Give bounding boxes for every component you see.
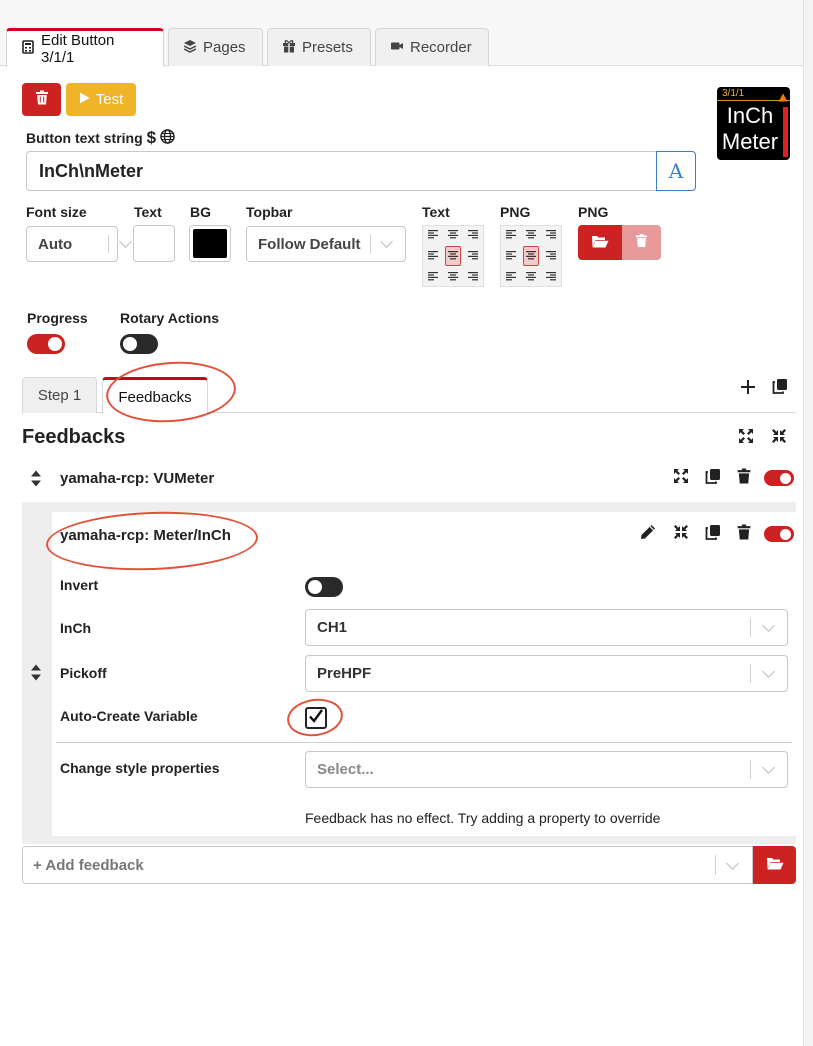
align-middle-right-icon <box>468 247 478 265</box>
feedback-list-footer <box>22 836 796 844</box>
text-color-label: Text <box>134 204 162 220</box>
select-separator <box>715 855 716 875</box>
edit-feedback-button[interactable] <box>638 524 658 544</box>
tab-pages-label: Pages <box>203 39 246 56</box>
compress-icon <box>771 428 787 449</box>
progress-toggle[interactable] <box>27 334 65 354</box>
text-string-label: Button text string <box>26 130 143 146</box>
select-separator <box>108 235 109 253</box>
dollar-icon[interactable]: $ <box>146 128 157 147</box>
delete-feedback-button[interactable] <box>734 468 754 488</box>
duplicate-step-button[interactable] <box>770 378 790 398</box>
plus-icon <box>740 379 756 400</box>
text-alignment-grid <box>422 225 484 287</box>
rotary-actions-toggle[interactable] <box>120 334 158 354</box>
align-top-right-button[interactable] <box>463 226 483 244</box>
calculator-icon <box>21 40 35 58</box>
add-step-button[interactable] <box>738 379 758 399</box>
layers-icon <box>183 39 197 57</box>
auto-create-variable-checkbox[interactable] <box>305 707 327 729</box>
png-clear-button[interactable] <box>622 225 661 260</box>
feedback-enable-toggle[interactable] <box>764 526 794 542</box>
progress-label: Progress <box>27 310 88 326</box>
toggle-knob <box>308 580 322 594</box>
checkmark-icon <box>308 708 324 729</box>
text-color-swatch[interactable] <box>133 225 175 262</box>
drag-handle-icon[interactable] <box>30 470 42 492</box>
preview-line-1: InCh <box>726 103 774 128</box>
font-size-label: Font size <box>26 204 87 220</box>
align-middle-left-icon <box>506 247 516 265</box>
text-string-label-row <box>26 129 175 147</box>
bg-color-fill <box>193 229 227 258</box>
align-bottom-left-button[interactable] <box>423 268 443 286</box>
no-effect-note: Feedback has no effect. Try adding a property to override <box>305 810 661 826</box>
toggle-knob <box>780 529 791 540</box>
play-icon <box>79 91 90 108</box>
topbar-value: Follow Default <box>258 235 361 253</box>
align-center-icon <box>526 247 536 265</box>
feedback-enable-toggle[interactable] <box>764 470 794 486</box>
add-feedback-select[interactable] <box>22 846 753 884</box>
globe-icon[interactable] <box>160 129 175 147</box>
font-size-value: Auto <box>38 235 73 253</box>
align-top-center-button[interactable] <box>443 226 463 244</box>
png-alignment-label: PNG <box>500 204 531 220</box>
align-top-left-icon <box>506 226 516 244</box>
expand-icon <box>738 428 754 449</box>
expand-feedback-button[interactable] <box>671 468 691 488</box>
tab-presets[interactable] <box>267 28 371 66</box>
trash-icon <box>635 233 648 252</box>
trash-icon <box>736 468 752 489</box>
select-separator <box>750 664 751 683</box>
select-separator <box>750 760 751 779</box>
align-top-right-icon <box>468 226 478 244</box>
align-bottom-right-icon <box>468 268 478 286</box>
drag-handle-icon[interactable] <box>30 664 42 686</box>
video-camera-icon <box>390 39 404 57</box>
invert-toggle[interactable] <box>305 577 343 597</box>
trash-icon <box>35 90 49 109</box>
trash-icon <box>736 524 752 545</box>
align-top-left-button[interactable] <box>501 226 521 244</box>
align-center-icon <box>448 247 458 265</box>
tab-pages[interactable] <box>168 28 263 66</box>
align-bottom-right-icon <box>546 268 556 286</box>
font-picker-button[interactable]: A <box>656 151 696 191</box>
feedback-title: yamaha-rcp: Meter/InCh <box>60 527 231 544</box>
expand-all-button[interactable] <box>736 428 756 448</box>
align-middle-left-button[interactable] <box>501 244 521 268</box>
tab-edit-button[interactable] <box>6 28 164 67</box>
pickoff-value: PreHPF <box>317 665 372 682</box>
duplicate-feedback-button[interactable] <box>703 524 723 544</box>
expand-icon <box>673 468 689 489</box>
align-bottom-center-button[interactable] <box>521 268 541 286</box>
png-label: PNG <box>578 204 609 220</box>
collapse-feedback-button[interactable] <box>671 524 691 544</box>
align-bottom-center-icon <box>526 268 536 286</box>
chevron-down-icon <box>119 235 132 248</box>
compress-icon <box>673 524 689 545</box>
inch-select[interactable] <box>305 609 788 646</box>
invert-label: Invert <box>60 577 99 593</box>
chevron-down-icon <box>762 619 775 632</box>
align-top-center-icon <box>526 226 536 244</box>
browse-feedbacks-button[interactable] <box>753 846 796 884</box>
subtab-step-1[interactable]: Step 1 <box>22 377 97 413</box>
chevron-down-icon <box>726 857 739 870</box>
toggle-knob <box>780 473 791 484</box>
align-bottom-left-icon <box>428 268 438 286</box>
align-bottom-center-icon <box>448 268 458 286</box>
align-top-left-button[interactable] <box>423 226 443 244</box>
feedback-divider <box>22 502 796 512</box>
button-preview <box>717 87 790 160</box>
align-bottom-left-button[interactable] <box>501 268 521 286</box>
tab-edit-button-label: Edit Button 3/1/1 <box>41 32 115 66</box>
copy-icon <box>705 468 721 489</box>
style-property-placeholder: Select... <box>317 761 374 778</box>
pickoff-select[interactable] <box>305 655 788 692</box>
chevron-down-icon <box>762 665 775 678</box>
preview-line-2: Meter <box>721 129 779 154</box>
editor-tabbar <box>0 0 805 66</box>
align-bottom-right-button[interactable] <box>463 268 483 286</box>
feedback-row <box>22 455 796 502</box>
topbar-select[interactable] <box>246 226 406 262</box>
png-browse-button[interactable] <box>578 225 622 260</box>
folder-open-icon <box>766 856 784 874</box>
align-top-center-icon <box>448 226 458 244</box>
topbar-label: Topbar <box>246 204 293 220</box>
tab-recorder-label: Recorder <box>410 39 472 56</box>
folder-open-icon <box>591 234 609 252</box>
add-feedback-placeholder: + Add feedback <box>33 856 144 874</box>
field-divider <box>56 742 792 743</box>
test-button[interactable] <box>66 83 136 116</box>
align-center-button[interactable] <box>523 246 539 266</box>
png-alignment-grid <box>500 225 562 287</box>
subtab-feedbacks[interactable]: Feedbacks <box>102 377 208 414</box>
feedback-title: yamaha-rcp: VUMeter <box>60 470 215 487</box>
pencil-icon <box>640 524 656 545</box>
bg-color-swatch[interactable] <box>189 225 231 262</box>
align-middle-left-icon <box>428 247 438 265</box>
align-bottom-center-button[interactable] <box>443 268 463 286</box>
test-button-label: Test <box>95 91 124 108</box>
align-top-right-button[interactable] <box>541 226 561 244</box>
align-top-left-icon <box>428 226 438 244</box>
toggle-knob <box>48 337 62 351</box>
font-size-select[interactable] <box>26 226 118 262</box>
align-bottom-right-button[interactable] <box>541 268 561 286</box>
tab-presets-label: Presets <box>302 39 353 56</box>
select-separator <box>750 618 751 637</box>
feedbacks-heading: Feedbacks <box>22 426 126 448</box>
duplicate-feedback-button[interactable] <box>703 468 723 488</box>
delete-feedback-button[interactable] <box>734 524 754 544</box>
inch-label: InCh <box>60 620 92 636</box>
tab-recorder[interactable] <box>375 28 489 66</box>
inch-value: CH1 <box>317 619 348 636</box>
copy-icon <box>772 378 788 399</box>
align-top-center-button[interactable] <box>521 226 541 244</box>
align-middle-right-button[interactable] <box>541 244 561 268</box>
change-style-label: Change style properties <box>60 760 220 776</box>
pickoff-label: Pickoff <box>60 665 107 681</box>
delete-button[interactable] <box>22 83 61 116</box>
chevron-down-icon <box>762 761 775 774</box>
align-top-right-icon <box>546 226 556 244</box>
window-edge <box>803 0 813 1046</box>
preview-topbar-text: 3/1/1 <box>722 88 745 99</box>
align-middle-right-icon <box>546 247 556 265</box>
align-bottom-left-icon <box>506 268 516 286</box>
text-string-input[interactable]: InCh\nMeter <box>26 151 657 191</box>
align-middle-right-button[interactable] <box>463 244 483 268</box>
auto-create-variable-label: Auto-Create Variable <box>60 708 198 724</box>
feedback-drag-column <box>22 512 52 836</box>
rotary-actions-label: Rotary Actions <box>120 310 220 326</box>
chevron-down-icon <box>380 235 393 248</box>
align-center-button[interactable] <box>445 246 461 266</box>
align-middle-left-button[interactable] <box>423 244 443 268</box>
copy-icon <box>705 524 721 545</box>
toggle-knob <box>123 337 137 351</box>
bg-color-label: BG <box>190 204 211 220</box>
collapse-all-button[interactable] <box>769 428 789 448</box>
style-property-select[interactable] <box>305 751 788 788</box>
select-separator <box>370 235 371 253</box>
text-alignment-label: Text <box>422 204 450 220</box>
gift-icon <box>282 39 296 57</box>
preview-meter-bar <box>783 107 788 157</box>
